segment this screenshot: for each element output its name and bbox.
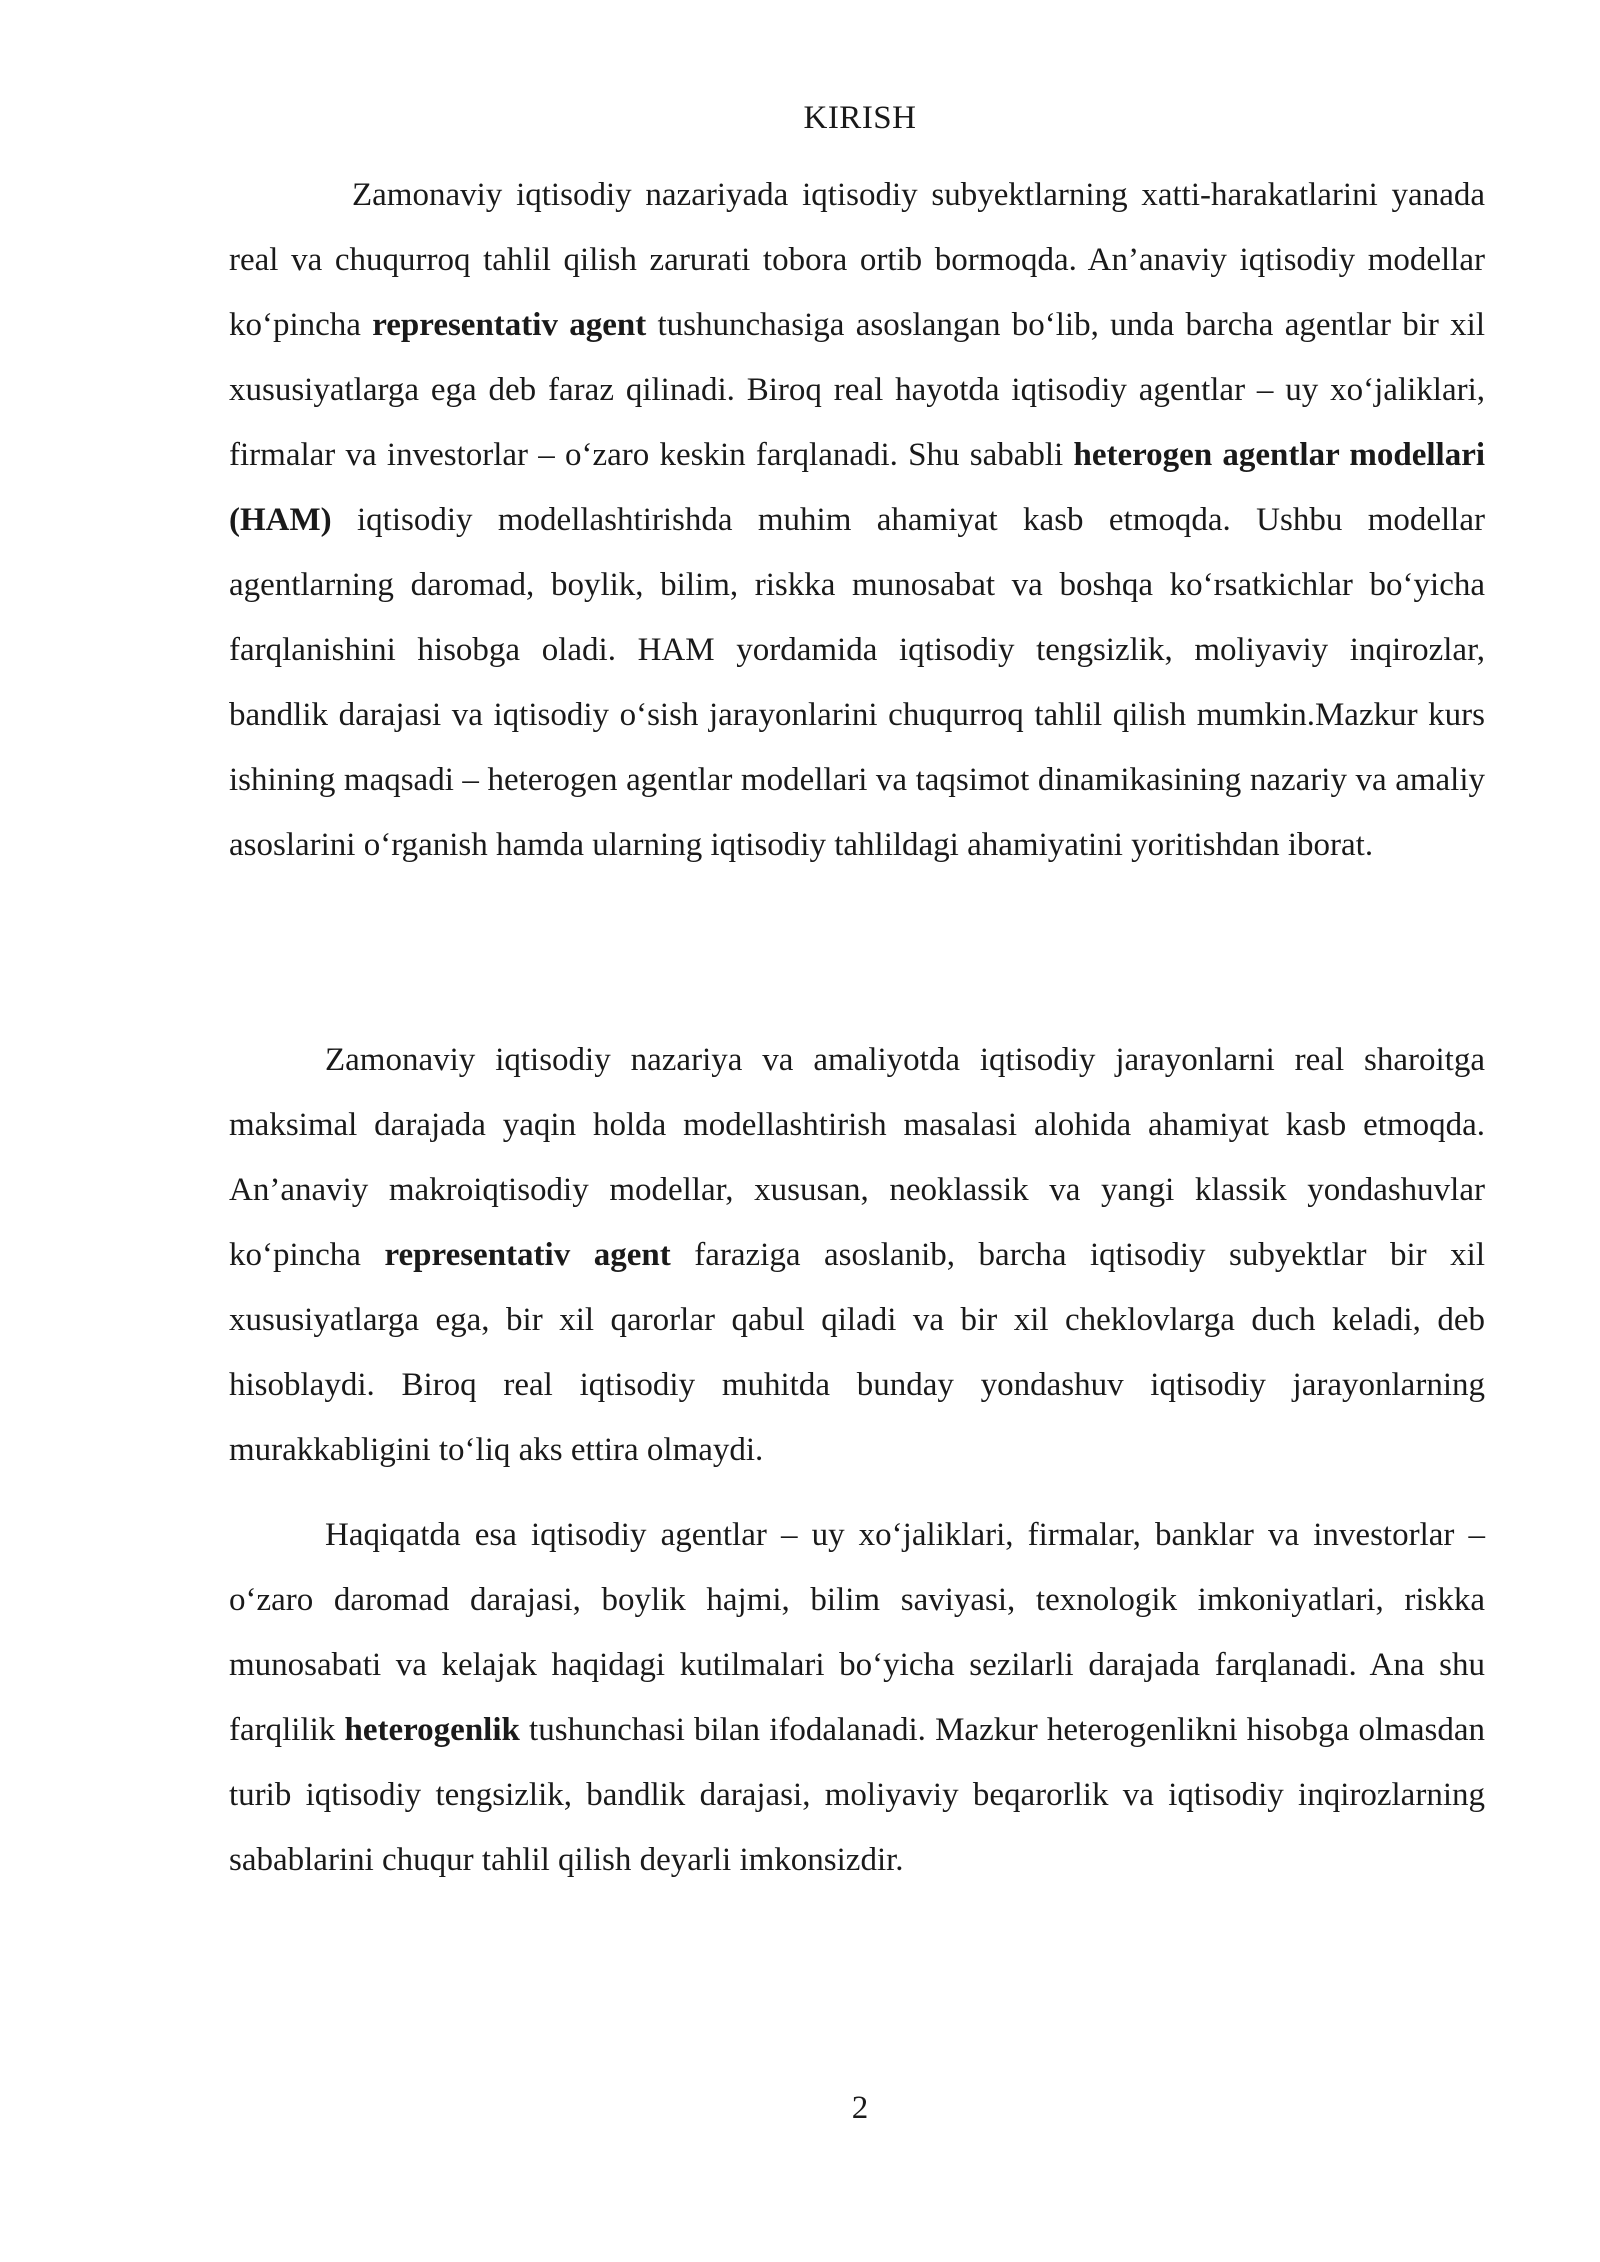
page-title: KIRISH: [803, 100, 917, 136]
paragraph-2: [229, 1028, 1485, 1483]
paragraph-3-text-1: Haqiqatda esa iqtisodiy agentlar – uy xo‘jaliklari, firmalar, banklar va investorlar – o‘zaro daromad darajasi, boylik hajmi, bilim saviyasi, texnologik imkoniyatlari, riskka munosabati va kelajak haqidagi kutilmalari bo‘yicha sezilarli darajada farqlanadi. Ana shu farqlilik: [229, 1517, 1485, 1748]
paragraph-3-bold-term: heterogenlik: [344, 1712, 520, 1748]
paragraph-1-text-2: tushunchasiga asoslangan bo‘lib, unda barcha agentlar bir xil xususiyatlarga ega deb faraz qilinadi. Biroq real hayotda iqtisodiy agentlar – uy xo‘jaliklari, firmalar va investorlar – o‘zaro keskin farqlanadi. Shu sababli: [229, 307, 1486, 473]
paragraph-2-text-2: faraziga asoslanib, barcha iqtisodiy subyektlar bir xil xususiyatlarga ega, bir xil qarorlar qabul qiladi va bir xil cheklovlarga duch keladi, deb hisoblaydi. Biroq real iqtisodiy muhitda bunday yondashuv iqtisodiy jarayonlarning murakkabligini to‘liq aks ettira olmaydi.: [229, 1237, 1485, 1468]
paragraph-1: [229, 163, 1485, 878]
paragraph-1-bold-term-1: representativ agent: [372, 307, 647, 343]
paragraph-2-bold-term: representativ agent: [384, 1237, 671, 1273]
paragraph-1-bold-term-2: heterogen agentlar modellari (HAM): [229, 437, 1486, 538]
page-number: 2: [851, 2090, 869, 2126]
paragraph-2-text-1: Zamonaviy iqtisodiy nazariya va amaliyotda iqtisodiy jarayonlarni real sharoitga maksimal darajada yaqin holda modellashtirish masalasi alohida ahamiyat kasb etmoqda. An’anaviy makroiqtisodiy modellar, xususan, neoklassik va yangi klassik yondashuvlar ko‘pincha: [229, 1042, 1485, 1273]
paragraph-1-text-1: Zamonaviy iqtisodiy nazariyada iqtisodiy subyektlarning xatti-harakatlarini yanada real va chuqurroq tahlil qilish zarurati tobora ortib bormoqda. An’anaviy iqtisodiy modellar ko‘pincha: [229, 177, 1485, 343]
paragraph-1-text-3: iqtisodiy modellashtirishda muhim ahamiyat kasb etmoqda. Ushbu modellar agentlarning daromad, boylik, bilim, riskka munosabat va boshqa ko‘rsatkichlar bo‘yicha farqlanishini hisobga oladi. HAM yordamida iqtisodiy tengsizlik, moliyaviy inqirozlar, bandlik darajasi va iqtisodiy o‘sish jarayonlarini chuqurroq tahlil qilish mumkin.Mazkur kurs ishining maqsadi – heterogen agentlar modellari va taqsimot dinamikasining nazariy va amaliy asoslarini o‘rganish hamda ularning iqtisodiy tahlildagi ahamiyatini yoritishdan iborat.: [229, 502, 1485, 863]
paragraph-3: [229, 1503, 1485, 1893]
paragraph-3-text-2: tushunchasi bilan ifodalanadi. Mazkur heterogenlikni hisobga olmasdan turib iqtisodiy tengsizlik, bandlik darajasi, moliyaviy beqarorlik va iqtisodiy inqirozlarning sabablarini chuqur tahlil qilish deyarli imkonsizdir.: [229, 1712, 1485, 1878]
